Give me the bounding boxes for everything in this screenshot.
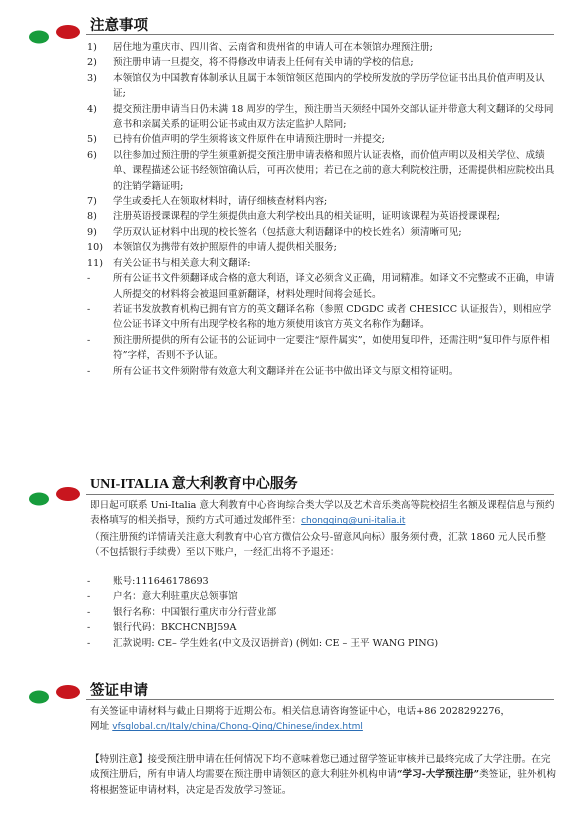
list-marker: 8) xyxy=(87,211,97,223)
notice-item xyxy=(87,148,557,194)
list-item-text: 本领馆仅为携带有效护照原件的申请人提供相关服务; xyxy=(113,242,337,254)
list-item-text: 银行代码：BKCHCNBJ59A xyxy=(113,622,237,634)
list-item-text: 所有公证书文件须附带有效意大利文翻译并在公证书中做出译文与原文相符证明。 xyxy=(113,365,459,377)
visa-special-notice xyxy=(90,752,556,798)
list-item-text: 银行名称：中国银行重庆市分行营业部 xyxy=(113,606,277,618)
list-marker: 4) xyxy=(87,103,97,115)
list-item-text: 有关公证书与相关意大利文翻译: xyxy=(113,257,251,269)
bank-detail-item xyxy=(87,636,557,651)
list-marker: 7) xyxy=(87,196,97,208)
list-marker: 2) xyxy=(87,57,97,69)
visa-title: 签证申请 xyxy=(90,683,148,699)
list-item-text: 本领馆仅为中国教育体制承认且属于本领馆领区范围内的学校所发放的学历学位证书出具价值声明及认证; xyxy=(113,72,545,100)
bank-detail-item xyxy=(87,620,557,635)
list-marker: 10) xyxy=(87,242,103,254)
list-item-text: 提交预注册申请当日仍未满 18 周岁的学生，预注册当天须经中国外交部认证并带意大利文翻译的父母同意书和亲属关系的证明公证书或由双方法定监护人陪同; xyxy=(113,103,554,131)
list-marker: - xyxy=(87,365,91,377)
list-item-text: 汇款说明: CE– 学生姓名(中文及汉语拼音) (例如: CE – 王平 WANG PING) xyxy=(113,637,439,649)
bank-details-list xyxy=(87,574,557,651)
uni-italia-fee-text: （预注册预约详情请关注意大利教育中心官方微信公众号-留意风向标）服务须付费，汇款 1860 元人民币整（不包括银行手续费）至以下账户，一经汇出将不予退还： xyxy=(90,531,546,559)
notice-item xyxy=(87,71,557,102)
bank-detail-item xyxy=(87,589,557,604)
italy-flag-icon xyxy=(27,486,83,506)
visa-notice-text-end: 类签证，驻外机构将根据签证申请材料，决定是否发放学习签证。 xyxy=(90,769,556,796)
list-marker: 11) xyxy=(87,257,103,269)
list-item-text: 学生或委托人在领取材料时，请仔细核查材料内容; xyxy=(113,196,328,208)
uni-italia-title: UNI-ITALIA 意大利教育中心服务 xyxy=(90,477,298,492)
bank-detail-item xyxy=(87,605,557,620)
list-item-text: 预注册申请一旦提交，将不得修改申请表上任何有关申请的学校的信息; xyxy=(113,57,414,69)
list-marker: - xyxy=(87,622,91,634)
notice-divider xyxy=(86,34,554,35)
italy-flag-icon xyxy=(27,24,83,44)
notice-item xyxy=(87,271,557,302)
notice-list xyxy=(87,40,557,379)
notice-item xyxy=(87,132,557,147)
list-marker: - xyxy=(87,606,91,618)
list-marker: - xyxy=(87,273,91,285)
visa-center-link[interactable]: vfsglobal.cn/Italy/china/Chong-Qing/Chinese/index.html xyxy=(112,722,363,733)
visa-contact-text: 有关签证申请材料与截止日期将于近期公布。相关信息请咨询签证中心，电话+86 2028292276， xyxy=(90,706,511,717)
list-item-text: 若证书发放教育机构已拥有官方的英文翻译名称（参照 CDGDC 或者 CHESICC 认证报告），则相应学位公证书译文中所有出现学校名称的地方须使用该官方英文名称作为翻译。 xyxy=(113,303,552,331)
visa-type-label: “学习-大学预注册” xyxy=(397,769,480,781)
notice-item xyxy=(87,256,557,271)
notice-item xyxy=(87,194,557,209)
list-marker: - xyxy=(87,303,91,315)
visa-url-prefix: 网址 xyxy=(90,721,113,733)
italy-flag-icon xyxy=(27,684,83,704)
visa-notice-text: 【特别注意】接受预注册申请在任何情况下均不意味着您已通过留学签证审核并已最终完成了大学注册。在完成预注册后，所有申请人均需要在预注册申请领区的意大利驻外机构申请 xyxy=(90,754,551,781)
list-item-text: 学历双认证材料中出现的校长签名（包括意大利语翻译中的校长姓名）须清晰可见; xyxy=(113,226,462,238)
list-item-text: 预注册所提供的所有公证书的公证词中一定要注“原件属实”，如使用复印件，还需注明“复印件与原件相符”字样，否则不予认证。 xyxy=(113,334,550,362)
list-marker: 5) xyxy=(87,134,97,146)
notice-item xyxy=(87,40,557,55)
notice-item xyxy=(87,364,557,379)
list-item-text: 账号:111646178693 xyxy=(113,576,209,587)
notice-item xyxy=(87,302,557,333)
uni-italia-divider xyxy=(86,494,554,495)
list-marker: 9) xyxy=(87,226,97,238)
notice-item xyxy=(87,55,557,70)
list-item-text: 居住地为重庆市、四川省、云南省和贵州省的申请人可在本领馆办理预注册; xyxy=(113,42,433,53)
notice-item xyxy=(87,225,557,240)
list-item-text: 以往参加过预注册的学生须重新提交预注册申请表格和照片认证表格，而价值声明以及相关学位、成绩单、课程描述公证书经领馆确认后，可再次使用；若已在之前的意大利院校注册，还需提供相应院校出具的注销学籍证明; xyxy=(113,149,555,192)
list-item-text: 已持有价值声明的学生须将该文件原件在申请预注册时一并提交; xyxy=(113,134,385,146)
notice-item xyxy=(87,240,557,255)
list-marker: 6) xyxy=(87,149,97,161)
notice-item xyxy=(87,209,557,224)
notice-item xyxy=(87,102,557,133)
visa-contact xyxy=(90,704,556,736)
list-item-text: 户名：意大利驻重庆总领事馆 xyxy=(113,591,238,603)
list-item-text: 所有公证书文件须翻译成合格的意大利语，译文必须含义正确，用词精准。如译文不完整或不正确，申请人所提交的材料将会被退回重新翻译，材料处理时间将会延长。 xyxy=(113,273,555,300)
bank-detail-item xyxy=(87,574,557,589)
notice-title: 注意事项 xyxy=(90,18,148,34)
uni-italia-intro-text: 即日起可联系 Uni-Italia 意大利教育中心咨询综合类大学以及艺术音乐类高等院校招生名额及课程信息与预约表格填写的相关指导，预约方式可通过发邮件至： xyxy=(90,500,555,527)
list-marker: - xyxy=(87,576,91,587)
list-marker: - xyxy=(87,591,91,603)
list-item-text: 注册英语授课课程的学生须提供由意大利学校出具的相关证明，证明该课程为英语授课课程; xyxy=(113,211,500,223)
list-marker: 1) xyxy=(87,42,97,53)
visa-divider xyxy=(86,699,554,700)
uni-italia-intro xyxy=(90,498,556,561)
list-marker: - xyxy=(87,637,91,649)
list-marker: - xyxy=(87,334,91,346)
list-marker: 3) xyxy=(87,72,97,84)
notice-item xyxy=(87,333,557,364)
uni-italia-email-link[interactable]: chongqing@uni-italia.it xyxy=(301,516,406,527)
